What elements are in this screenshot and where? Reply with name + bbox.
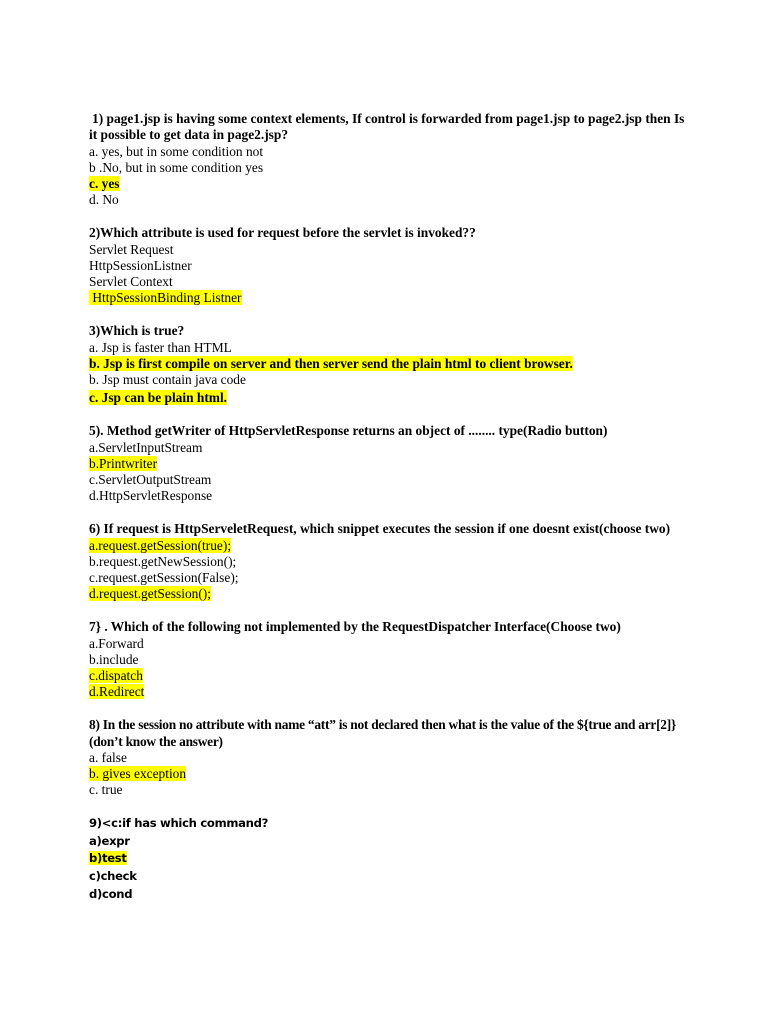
question-7-option-b: b.include (89, 651, 139, 667)
question-2 (89, 225, 689, 306)
question-5-option-d: d.HttpServletResponse (89, 488, 213, 504)
question-5-title: 5). Method getWriter of HttpServletResponse returns an object of ........ type(Radio button) (89, 423, 608, 439)
question-1 (89, 111, 689, 209)
question-9-option-d: d)cond (89, 886, 133, 901)
question-3 (89, 323, 689, 406)
question-8-option-b-highlighted: b. gives exception (89, 766, 187, 782)
question-3-title: 3)Which is true? (89, 323, 185, 339)
question-1-title: 1) page1.jsp is having some context elements, If control is forwarded from page1.jsp to page2.jsp then Is it possible to get data in page2.jsp? (89, 111, 685, 143)
question-7-option-c-highlighted: c.dispatch (89, 668, 143, 684)
question-6-option-a-highlighted: a.request.getSession(true); (89, 537, 232, 553)
question-8-option-c: c. true (89, 782, 123, 798)
question-1-option-b: b .No, but in some condition yes (89, 159, 264, 175)
question-1-option-c-highlighted: c. yes (89, 176, 120, 192)
question-8-title: 8) In the session no attribute with name “att” is not declared then what is the value of the ${true and arr[2]} (don’t know the answer) (89, 717, 676, 749)
question-2-option-3: Servlet Context (89, 274, 173, 290)
quiz-content (89, 111, 689, 920)
question-9-option-c: c)check (89, 868, 137, 883)
question-3-option-a: a. Jsp is faster than HTML (89, 339, 232, 355)
question-2-option-1: Servlet Request (89, 241, 174, 257)
question-6-option-c: c.request.getSession(False); (89, 570, 239, 586)
question-7-title: 7} . Which of the following not implemented by the RequestDispatcher Interface(Choose two) (89, 619, 621, 635)
question-9-title: 9)<c:if has which command? (89, 816, 269, 831)
question-3-option-c-highlighted: c. Jsp can be plain html. (89, 390, 228, 406)
question-9 (89, 815, 689, 903)
question-3-option-b-highlighted: b. Jsp is first compile on server and then server send the plain html to client browser. (89, 355, 573, 371)
question-1-option-a: a. yes, but in some condition not (89, 143, 264, 159)
question-6-option-d-highlighted: d.request.getSession(); (89, 586, 211, 602)
question-6-title: 6) If request is HttpServeletRequest, which snippet executes the session if one doesnt exist(choose two) (89, 521, 671, 537)
question-1-option-d: d. No (89, 192, 119, 208)
question-9-option-a: a)expr (89, 833, 130, 848)
question-8-option-a: a. false (89, 749, 127, 765)
question-2-option-4-highlighted: HttpSessionBinding Listner (89, 290, 242, 306)
question-2-title: 2)Which attribute is used for request before the servlet is invoked?? (89, 225, 476, 241)
question-7-option-d-highlighted: d.Redirect (89, 684, 145, 700)
question-3-option-b2: b. Jsp must contain java code (89, 372, 246, 388)
question-9-option-b-highlighted: b)test (89, 851, 127, 866)
question-8 (89, 717, 689, 798)
question-7 (89, 619, 689, 700)
question-2-option-2: HttpSessionListner (89, 257, 192, 273)
question-7-option-a: a.Forward (89, 635, 144, 651)
question-5 (89, 423, 689, 504)
question-5-option-c: c.ServletOutputStream (89, 472, 212, 488)
question-5-option-b-highlighted: b.Printwriter (89, 455, 158, 471)
question-5-option-a: a.ServletInputStream (89, 439, 203, 455)
question-6-option-b: b.request.getNewSession(); (89, 553, 237, 569)
question-6 (89, 521, 689, 602)
